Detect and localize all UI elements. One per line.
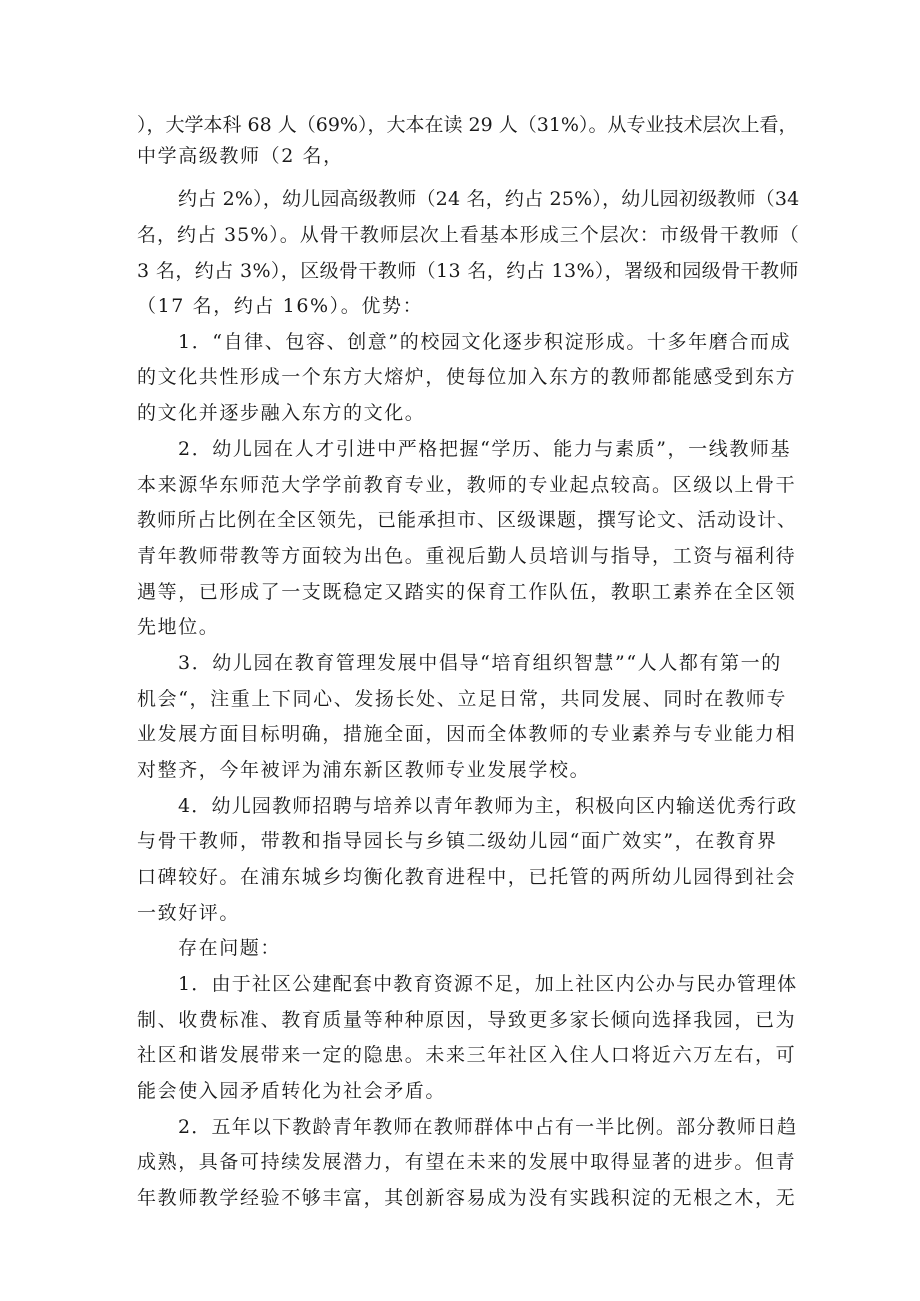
text-line: 名，约占 35%）。从骨干教师层次上看基本形成三个层次：市级骨干教师（ xyxy=(137,224,800,246)
text-line: 2．幼儿园在人才引进中严格把握“学历、能力与素质”，一线教师基 xyxy=(178,438,792,460)
text-line: 与骨干教师，带教和指导园长与乡镇二级幼儿园“面广效实”，在教育界 xyxy=(137,830,778,852)
text-line: 约占 2%），幼儿园高级教师（24 名，约占 25%），幼儿园初级教师（34 xyxy=(178,188,800,210)
text-line: 中学高级教师（2 名， xyxy=(137,145,344,167)
text-line: 先地位。 xyxy=(137,616,220,638)
text-line: ），大学本科 68 人（69%），大本在读 29 人（31%）。从专业技术层次上看， xyxy=(137,114,798,136)
text-line: 的文化并逐步融入东方的文化。 xyxy=(137,402,426,424)
text-line: 3 名，约占 3%），区级骨干教师（13 名，约占 13%），署级和园级骨干教师 xyxy=(137,260,799,282)
text-line: 1．“自律、包容、创意”的校园文化逐步积淀形成。十多年磨合而成 xyxy=(178,331,792,353)
text-line: 年教师教学经验不够丰富，其创新容易成为没有实践积淀的无根之木，无 xyxy=(137,1187,797,1209)
text-line: 3．幼儿园在教育管理发展中倡导“培育组织智慧”“人人都有第一的 xyxy=(178,652,782,674)
text-line: 的文化共性形成一个东方大熔炉，使每位加入东方的教师都能感受到东方 xyxy=(137,366,797,388)
text-line: 一致好评。 xyxy=(137,902,241,924)
section-heading: 存在问题： xyxy=(178,937,282,959)
text-line: 口碑较好。在浦东城乡均衡化教育进程中，已托管的两所幼儿园得到社会 xyxy=(137,866,797,888)
text-line: 1．由于社区公建配套中教育资源不足，加上社区内公办与民办管理体 xyxy=(178,973,798,995)
text-line: 业发展方面目标明确，措施全面，因而全体教师的专业素养与专业能力相 xyxy=(137,723,797,745)
text-line: 教师所占比例在全区领先，已能承担市、区级课题，撰写论文、活动设计、 xyxy=(137,509,798,531)
text-line: （17 名，约占 16%）。优势： xyxy=(137,295,424,317)
text-line: 青年教师带教等方面较为出色。重视后勤人员培训与指导，工资与福利待 xyxy=(137,545,797,567)
text-line: 4．幼儿园教师招聘与培养以青年教师为主，积极向区内输送优秀行政 xyxy=(178,795,798,817)
text-line: 机会“，注重上下同心、发扬长处、立足日常，共同发展、同时在教师专 xyxy=(137,688,787,710)
text-line: 对整齐，今年被评为浦东新区教师专业发展学校。 xyxy=(137,759,591,781)
text-line: 成熟，具备可持续发展潜力，有望在未来的发展中取得显著的进步。但青 xyxy=(137,1151,797,1173)
text-line: 制、收费标准、教育质量等种种原因，导致更多家长倾向选择我园，已为 xyxy=(137,1009,797,1031)
text-line: 社区和谐发展带来一定的隐患。未来三年社区入住人口将近六万左右，可 xyxy=(137,1044,797,1066)
text-line: 遇等，已形成了一支既稳定又踏实的保育工作队伍，教职工素养在全区领 xyxy=(137,581,797,603)
text-line: 能会使入园矛盾转化为社会矛盾。 xyxy=(137,1080,447,1102)
text-line: 2．五年以下教龄青年教师在教师群体中占有一半比例。部分教师日趋 xyxy=(178,1116,798,1138)
text-line: 本来源华东师范大学学前教育专业，教师的专业起点较高。区级以上骨干 xyxy=(137,474,797,496)
